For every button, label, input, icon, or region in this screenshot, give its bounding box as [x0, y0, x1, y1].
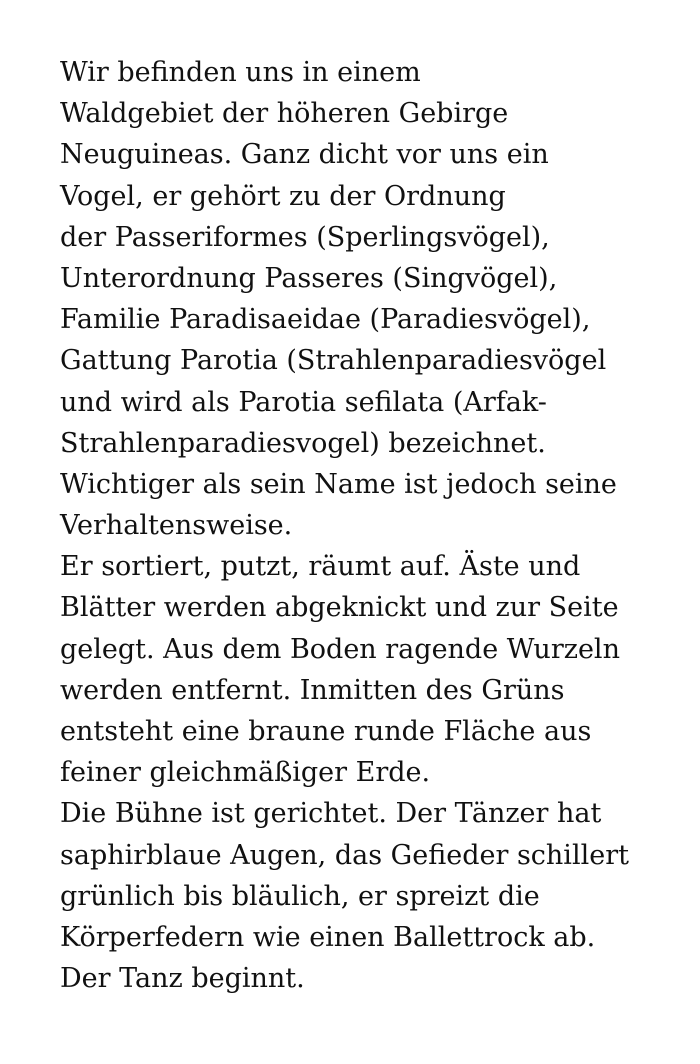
text-line: Die Bühne ist gerichtet. Der Tänzer hat — [60, 798, 602, 830]
text-line: gelegt. Aus dem Boden ragende Wurzeln — [60, 633, 620, 665]
text-line: Wir befinden uns in einem — [60, 57, 421, 88]
text-line: Unterordnung Passeres (Singvögel), — [60, 262, 558, 294]
text-line: Vogel, er gehört zu der Ordnung — [60, 180, 506, 212]
paragraph — [60, 546, 680, 793]
text-line: Gattung Parotia (Strahlenparadiesvögel — [60, 345, 607, 377]
text-line: entsteht eine braune runde Fläche aus — [60, 716, 592, 747]
text-line: saphirblaue Augen, das Gefieder schillert — [60, 839, 629, 871]
text-line: der Passeriformes (Sperlingsvögel), — [60, 221, 550, 253]
text-line: werden entfernt. Inmitten des Grüns — [60, 674, 565, 706]
text-line: Familie Paradisaeidae (Paradiesvögel), — [60, 304, 591, 336]
paragraph — [60, 793, 680, 999]
text-line: Verhaltensweise. — [60, 510, 293, 542]
text-line: Wichtiger als sein Name ist jedoch seine — [60, 468, 617, 500]
body-text — [60, 52, 680, 999]
text-line: Der Tanz beginnt. — [60, 963, 305, 995]
text-line: Waldgebiet der höheren Gebirge — [60, 98, 509, 130]
text-line: Er sortiert, putzt, räumt auf. Äste und — [60, 551, 581, 583]
text-line: grünlich bis bläulich, er spreizt die — [60, 880, 540, 912]
text-line: und wird als Parotia sefilata (Arfak- — [60, 386, 547, 418]
text-line: Blätter werden abgeknickt und zur Seite — [60, 592, 619, 624]
text-line: feiner gleichmäßiger Erde. — [60, 757, 431, 789]
text-line: Strahlenparadiesvogel) bezeichnet. — [60, 427, 546, 459]
text-line: Körperfedern wie einen Ballettrock ab. — [60, 921, 596, 953]
paragraph — [60, 52, 680, 546]
text-line: Neuguineas. Ganz dicht vor uns ein — [60, 139, 549, 171]
